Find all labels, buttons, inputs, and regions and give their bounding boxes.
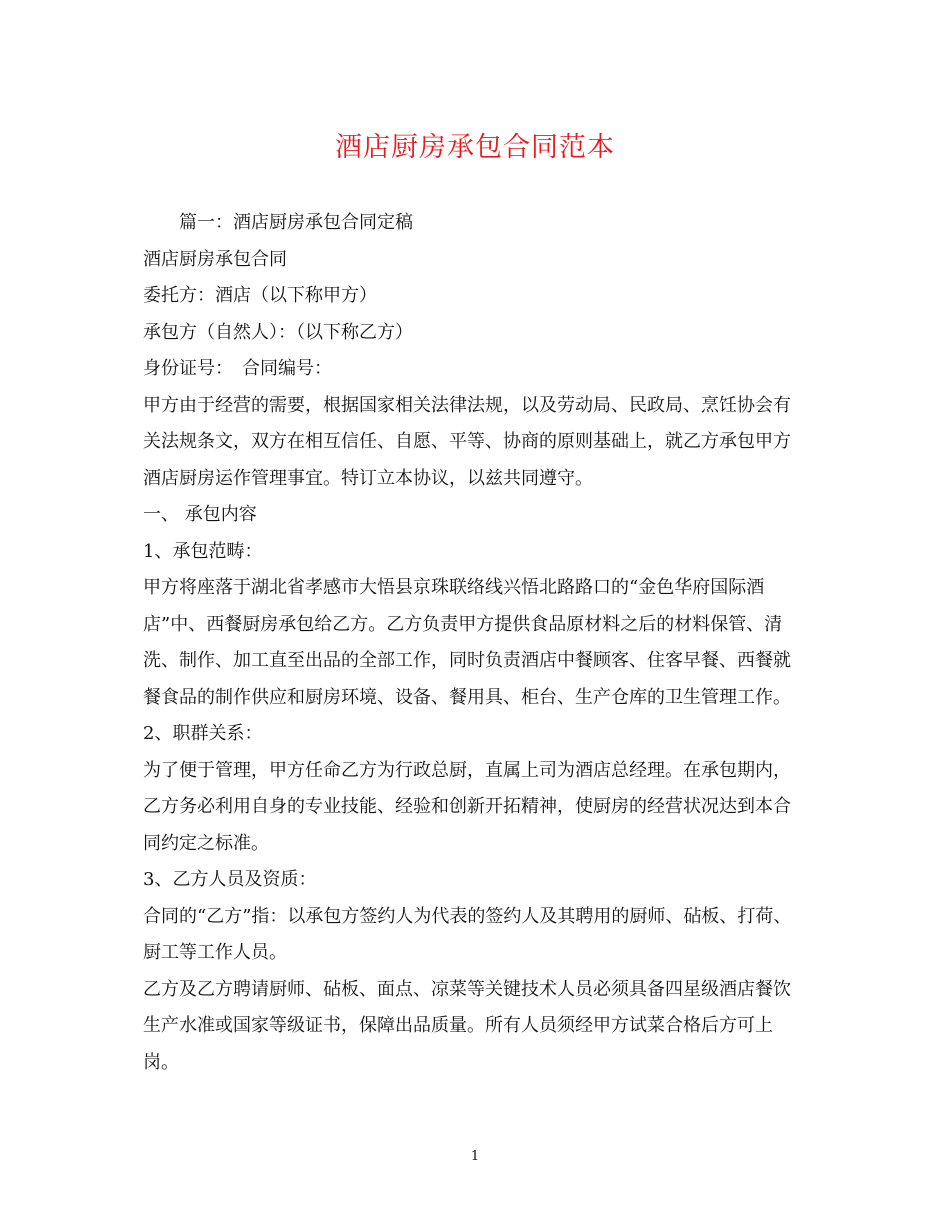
subclause-heading-3: 3、乙方人员及资质： [143, 869, 317, 890]
qualification-paragraph: 乙方及乙方聘请厨师、砧板、面点、凉菜等关键技术人员必须具备四星级酒店餐饮生产水准或国家等级证书，保障出品质量。所有人员须经甲方试菜合格后方可上岗。 [143, 978, 791, 1073]
preamble-paragraph: 甲方由于经营的需要，根据国家相关法律法规，以及劳动局、民政局、烹饪协会有关法规条文，双方在相互信任、自愿、平等、协商的原则基础上，就乙方承包甲方酒店厨房运作管理事宜。特订立本协议，以兹共同遵守。 [143, 394, 791, 489]
subclause-heading-1: 1、承包范畴： [143, 540, 263, 562]
scope-paragraph: 甲方将座落于湖北省孝感市大悟县京珠联络线兴悟北路路口的“金色华府国际酒店”中、西餐厨房承包给乙方。乙方负责甲方提供食品原材料之后的材料保管、清洗、制作、加工直至出品的全部工作，同时负责酒店中餐顾客、住客早餐、西餐就餐食品的制作供应和厨房环境、设备、餐用具、柜台、生产仓库的卫生管理工作。 [143, 577, 791, 708]
personnel-definition-paragraph: 合同的“乙方”指：以承包方签约人为代表的签约人及其聘用的厨师、砧板、打荷、厨工等工作人员。 [143, 905, 792, 963]
party-b-line: 承包方（自然人）：（以下称乙方） [143, 321, 413, 343]
section-heading: 篇一：酒店厨房承包合同定稿 [179, 212, 413, 233]
document-body [143, 205, 807, 1081]
clause-heading-1: 一、 承包内容 [143, 504, 257, 525]
relationship-paragraph: 为了便于管理，甲方任命乙方为行政总厨，直属上司为酒店总经理。在承包期内，乙方务必利用自身的专业技能、经验和创新开拓精神，使厨房的经营状况达到本合同约定之标准。 [143, 759, 791, 854]
subclause-heading-2: 2、职群关系： [143, 723, 263, 744]
id-contract-number-line: 身份证号： 合同编号： [143, 358, 332, 379]
contract-name: 酒店厨房承包合同 [143, 248, 287, 270]
party-a-line: 委托方：酒店（以下称甲方） [143, 285, 377, 306]
document-title: 酒店厨房承包合同范本 [335, 132, 615, 163]
page-number: 1 [470, 1149, 480, 1164]
